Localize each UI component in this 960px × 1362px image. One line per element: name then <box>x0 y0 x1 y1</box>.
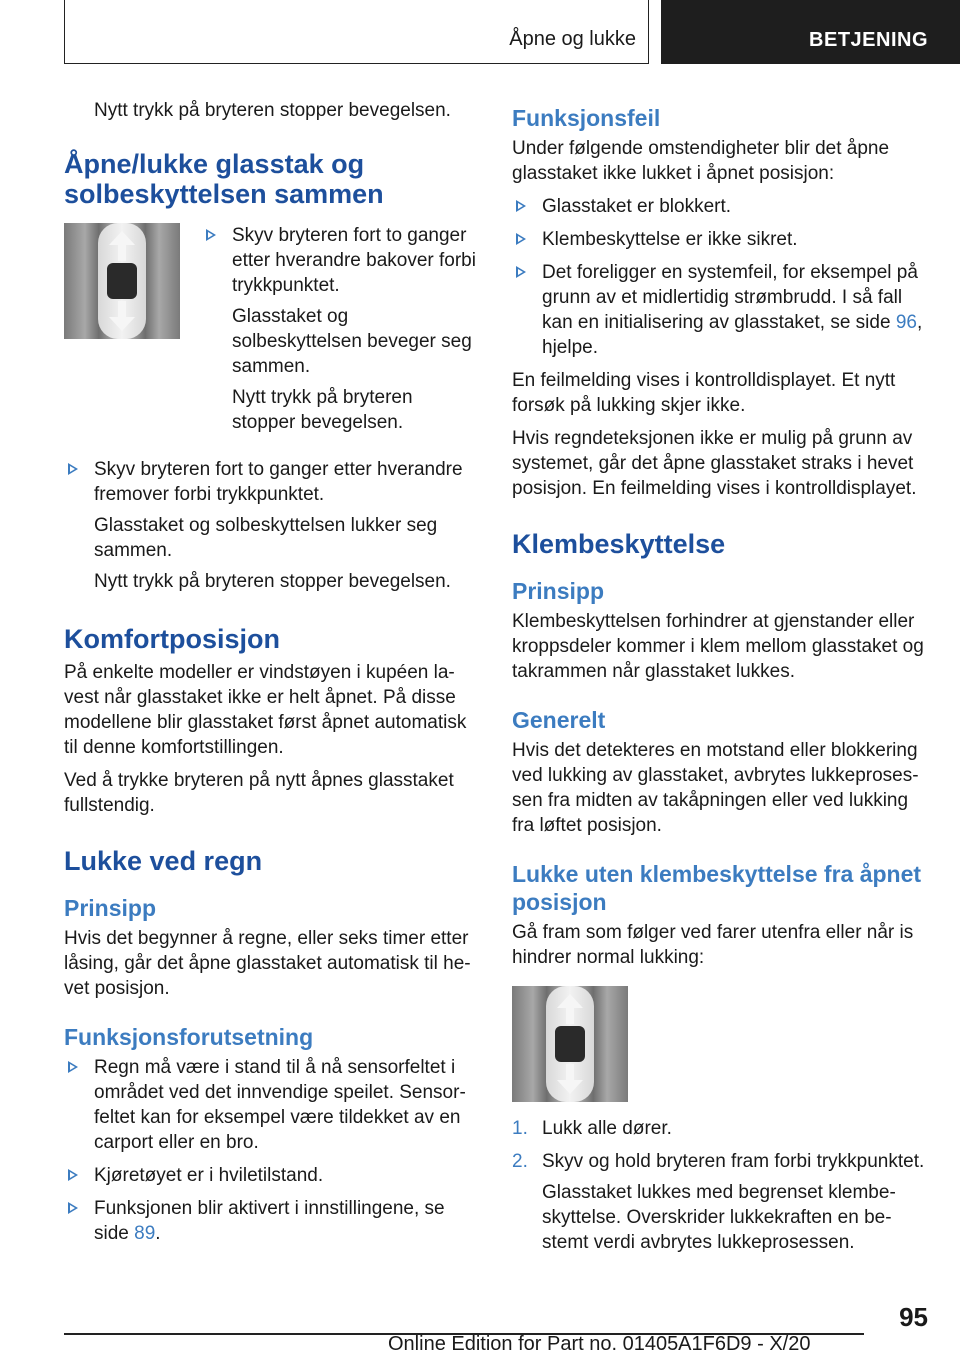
heading-open-close-together: Åpne/lukke glasstak og solbeskyttelsen sammen <box>64 149 384 209</box>
malfunction-paragraph-3: Hvis regndeteksjonen ikke er mulig på grunn av systemet, går det åpne glasstaket straks i hevet posisjon. En feilmelding vises i kontrolldisplayet. <box>512 428 917 499</box>
heading-principle: Prinsipp <box>64 895 157 921</box>
heading-function-requirement: Funksjonsforutsetning <box>64 1024 314 1050</box>
together-list-first <box>202 223 479 443</box>
bullet-triangle-icon <box>68 1202 78 1214</box>
heading-general: Generelt <box>512 707 606 733</box>
right-column <box>512 98 932 1263</box>
header-chapter-label: BETJENING <box>809 29 928 51</box>
comfort-paragraph-1: På enkelte modeller er vindstøyen i kupéen la-vest når glasstaket ikke er helt åpnet. På disse modellene blir glasstaket først åpnet automatisk til denne komfortstillingen. <box>64 662 467 758</box>
page-link-96[interactable]: 96 <box>895 312 917 333</box>
heading-close-without-pinch: Lukke uten klembeskyttelse fra åpnet posisjon <box>512 861 922 915</box>
left-column <box>64 98 479 1254</box>
footer-edition: Online Edition for Part no. 01405A1F6D9 - X/20 <box>388 1333 811 1355</box>
roof-switch-image <box>64 223 180 339</box>
malfunction-paragraph-2: En feilmelding vises i kontrolldisplayet. Et nytt forsøk på lukking skjer ikke. <box>512 370 896 416</box>
step-item: 1. Lukk alle dører. <box>512 1118 672 1139</box>
without-pinch-intro: Gå fram som følger ved farer utenfra eller når is hindrer normal lukking: <box>512 922 914 968</box>
list-item: Skyv bryteren fort to ganger etter hverandre bakover forbi trykkpunktet. Glasstaket og solbeskyttelsen beveger seg sammen. Nytt trykk på bryteren stopper bevegelsen. <box>202 223 479 435</box>
arrow-up-icon <box>557 994 583 1008</box>
roof-switch-image-2 <box>512 986 628 1102</box>
intro-text: Nytt trykk på bryteren stopper bevegelsen. <box>94 100 451 121</box>
list-item: Glasstaket er blokkert. <box>512 194 932 219</box>
pinch-paragraph: Klembeskyttelsen forhindrer at gjenstander eller kroppsdeler kommer i klem mellom glasstaket og takrammen når glasstaket lukkes. <box>512 611 924 682</box>
heading-principle-right: Prinsipp <box>512 578 605 604</box>
list-item: Det foreligger en systemfeil, for eksempel på grunn av et midlertidig strømbrudd. I så fall kan en initialisering av glasstaket, se side 96, hjelpe. <box>512 260 932 360</box>
together-list-second <box>64 457 479 594</box>
arrow-down-icon <box>109 317 135 331</box>
list-item: Skyv bryteren fort to ganger etter hverandre fremover forbi trykkpunktet. Glasstaket og solbeskyttelsen lukker seg sammen. Nytt trykk på bryteren stopper bevegelsen. <box>64 457 479 594</box>
malfunction-intro: Under følgende omstendigheter blir det åpne glasstaket ikke lukket i åpnet posisjon: <box>512 138 890 184</box>
bullet-triangle-icon <box>68 1061 78 1073</box>
heading-close-on-rain: Lukke ved regn <box>64 846 263 876</box>
bullet-triangle-icon <box>206 229 216 241</box>
heading-malfunction: Funksjonsfeil <box>512 105 661 131</box>
page-number: 95 <box>899 1302 928 1332</box>
arrow-up-icon <box>109 231 135 245</box>
bullet-triangle-icon <box>516 233 526 245</box>
list-item: Regn må være i stand til å nå sensorfeltet i området ved det innvendige speilet. Sensor-feltet kan for eksempel være tildekket av en carport eller en bro. <box>64 1055 479 1155</box>
general-paragraph: Hvis det detekteres en motstand eller blokkering ved lukking av glasstaket, avbrytes lukkeproses-sen fra midten av takåpningen eller ved lukking fra løftet posisjon. <box>512 740 919 836</box>
heading-pinch-protection: Klembeskyttelse <box>512 529 726 559</box>
switch-illustration-row <box>64 223 479 451</box>
step-item: 2. Skyv og hold bryteren fram forbi trykkpunktet. Glasstaket lukkes med begrenset klembe-skyttelse. Overskrider lukkekraften en be-stemt verdi avbrytes lukkeprosessen. <box>512 1151 925 1253</box>
list-item: Funksjonen blir aktivert i innstillingene, se side 89. <box>64 1196 479 1246</box>
requirement-list <box>64 1055 479 1246</box>
bullet-triangle-icon <box>516 266 526 278</box>
step-number: 2. <box>512 1151 528 1172</box>
bullet-triangle-icon <box>68 1169 78 1181</box>
bullet-triangle-icon <box>516 200 526 212</box>
malfunction-list <box>512 194 932 360</box>
step-number: 1. <box>512 1118 528 1139</box>
heading-comfort-position: Komfortposisjon <box>64 624 280 654</box>
list-item: Klembeskyttelse er ikke sikret. <box>512 227 932 252</box>
header-chapter-tab <box>661 0 960 64</box>
comfort-paragraph-2: Ved å trykke bryteren på nytt åpnes glasstaket fullstendig. <box>64 770 454 816</box>
bullet-triangle-icon <box>68 463 78 475</box>
steps-list <box>512 1116 932 1255</box>
rain-paragraph: Hvis det begynner å regne, eller seks timer etter låsing, går det åpne glasstaket automatisk til he-vet posisjon. <box>64 928 471 999</box>
arrow-down-icon <box>557 1080 583 1094</box>
list-item: Kjøretøyet er i hviletilstand. <box>64 1163 479 1188</box>
header-section-title: Åpne og lukke <box>509 28 636 50</box>
page-link-89[interactable]: 89 <box>134 1223 156 1244</box>
